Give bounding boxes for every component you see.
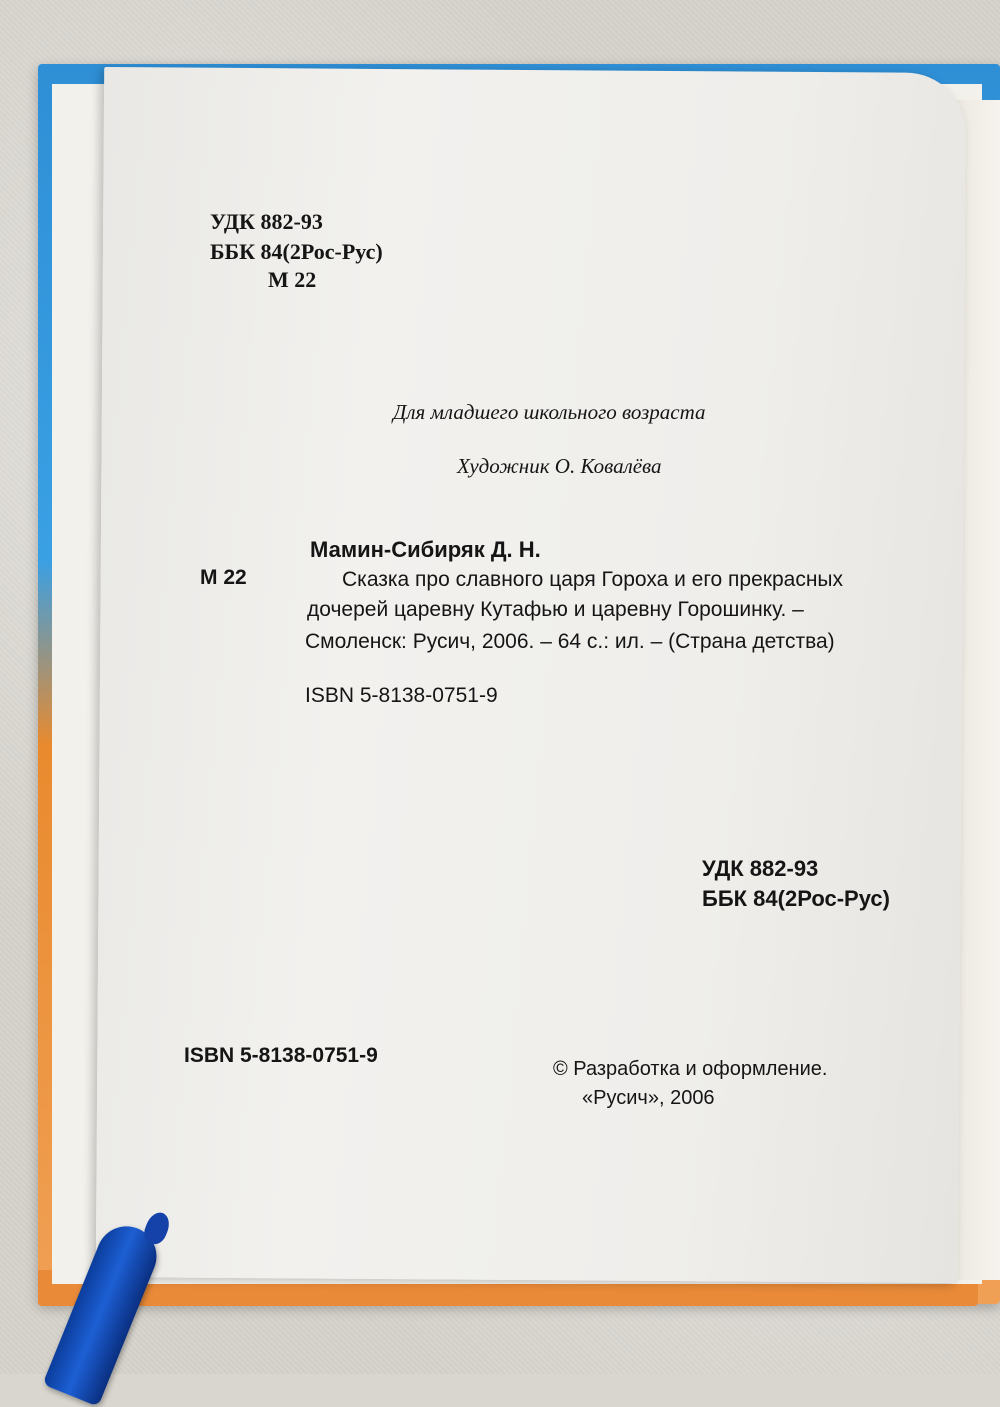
udk-code-bottom: УДК 882-93	[702, 856, 819, 881]
udk-code-top: УДК 882-93	[210, 209, 323, 234]
artist-credit: Художник О. Ковалёва	[457, 454, 662, 478]
catalog-description-line-3: Смоленск: Русич, 2006. – 64 с.: ил. – (Страна детства)	[305, 630, 835, 653]
catalog-isbn: ISBN 5-8138-0751-9	[305, 684, 498, 707]
copyright-line-1: © Разработка и оформление.	[553, 1058, 828, 1080]
audience-note: Для младшего школьного возраста	[393, 400, 706, 424]
bbk-code-bottom: ББК 84(2Рос-Рус)	[702, 886, 890, 911]
catalog-description-line-2: дочерей царевну Кутафью и царевну Горошинку. –	[307, 598, 804, 621]
catalog-author: Мамин-Сибиряк Д. Н.	[310, 537, 541, 562]
copyright-line-2: «Русич», 2006	[582, 1087, 715, 1109]
catalog-description-line-1: Сказка про славного царя Гороха и его прекрасных	[342, 568, 844, 591]
author-mark-top: М 22	[268, 267, 317, 292]
bbk-code-top: ББК 84(2Рос-Рус)	[210, 239, 383, 264]
author-mark-entry: М 22	[200, 566, 247, 589]
isbn-bottom: ISBN 5-8138-0751-9	[184, 1044, 378, 1067]
